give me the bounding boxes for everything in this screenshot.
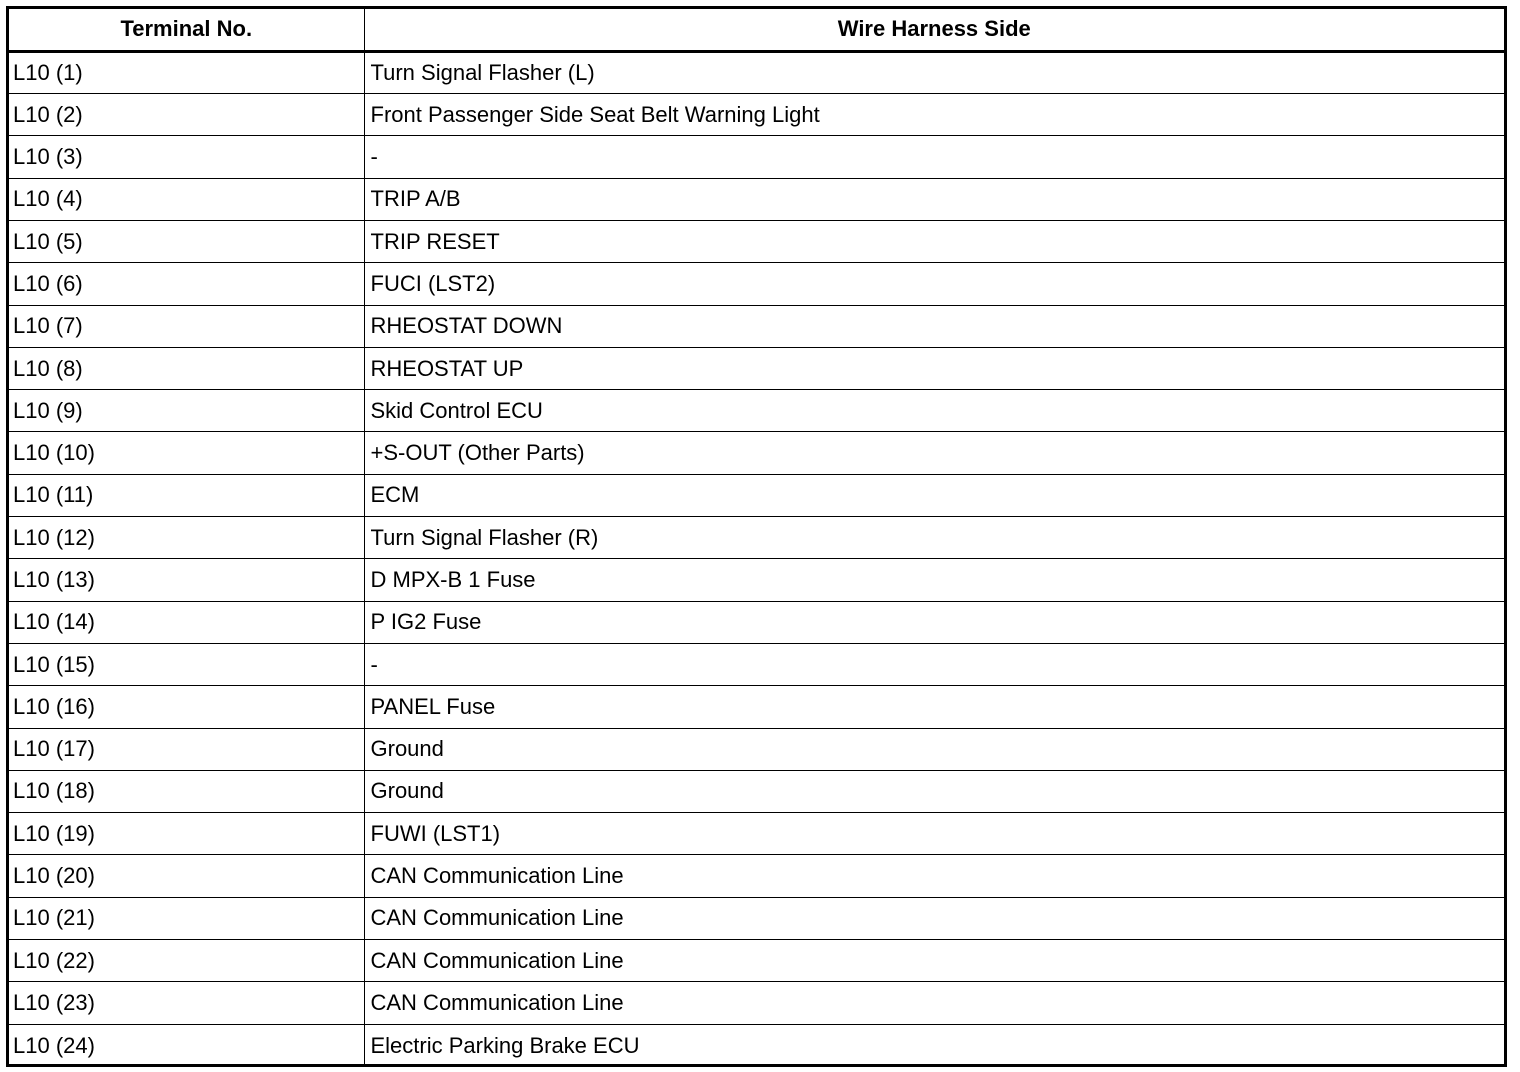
terminal-no-cell: L10 (9) xyxy=(9,390,364,432)
table-row xyxy=(9,770,1504,812)
wire-harness-side-cell: Ground xyxy=(364,770,1504,812)
table-row xyxy=(9,220,1504,262)
table-row xyxy=(9,940,1504,982)
wire-harness-side-cell: CAN Communication Line xyxy=(364,940,1504,982)
table-row xyxy=(9,51,1504,93)
table-row xyxy=(9,559,1504,601)
table-row xyxy=(9,643,1504,685)
terminal-no-cell: L10 (11) xyxy=(9,474,364,516)
wire-harness-side-cell: - xyxy=(364,643,1504,685)
wire-harness-side-cell: TRIP A/B xyxy=(364,178,1504,220)
terminal-no-cell: L10 (5) xyxy=(9,220,364,262)
terminal-no-cell: L10 (4) xyxy=(9,178,364,220)
terminal-no-cell: L10 (12) xyxy=(9,517,364,559)
terminal-no-cell: L10 (8) xyxy=(9,347,364,389)
terminal-no-cell: L10 (18) xyxy=(9,770,364,812)
terminal-no-cell: L10 (24) xyxy=(9,1024,364,1066)
wire-harness-side-cell: Turn Signal Flasher (L) xyxy=(364,51,1504,93)
table-row xyxy=(9,982,1504,1024)
wire-harness-side-cell: RHEOSTAT DOWN xyxy=(364,305,1504,347)
terminal-no-cell: L10 (3) xyxy=(9,136,364,178)
table-row xyxy=(9,813,1504,855)
table-row xyxy=(9,390,1504,432)
table-row xyxy=(9,517,1504,559)
table-row xyxy=(9,432,1504,474)
table-row xyxy=(9,136,1504,178)
wire-harness-side-cell: PANEL Fuse xyxy=(364,686,1504,728)
table-header-row xyxy=(9,9,1504,51)
wire-harness-side-cell: FUWI (LST1) xyxy=(364,813,1504,855)
wire-harness-side-cell: FUCI (LST2) xyxy=(364,263,1504,305)
table-row xyxy=(9,686,1504,728)
terminal-no-cell: L10 (13) xyxy=(9,559,364,601)
terminal-no-cell: L10 (20) xyxy=(9,855,364,897)
wire-harness-side-cell: Ground xyxy=(364,728,1504,770)
wire-harness-side-cell: +S-OUT (Other Parts) xyxy=(364,432,1504,474)
table-row xyxy=(9,474,1504,516)
table-row xyxy=(9,263,1504,305)
wire-harness-side-cell: CAN Communication Line xyxy=(364,855,1504,897)
wire-harness-side-cell: CAN Communication Line xyxy=(364,897,1504,939)
terminal-no-cell: L10 (19) xyxy=(9,813,364,855)
wire-harness-side-cell: P IG2 Fuse xyxy=(364,601,1504,643)
terminal-no-cell: L10 (14) xyxy=(9,601,364,643)
wire-harness-side-cell: Skid Control ECU xyxy=(364,390,1504,432)
table-row xyxy=(9,897,1504,939)
terminal-no-cell: L10 (2) xyxy=(9,94,364,136)
column-header-terminal-no: Terminal No. xyxy=(9,9,364,51)
wire-harness-side-cell: Front Passenger Side Seat Belt Warning Light xyxy=(364,94,1504,136)
wire-harness-side-cell: CAN Communication Line xyxy=(364,982,1504,1024)
table-row xyxy=(9,855,1504,897)
wire-harness-side-cell: D MPX-B 1 Fuse xyxy=(364,559,1504,601)
table-row xyxy=(9,1024,1504,1066)
terminal-no-cell: L10 (7) xyxy=(9,305,364,347)
terminal-no-cell: L10 (21) xyxy=(9,897,364,939)
table-row xyxy=(9,94,1504,136)
terminal-no-cell: L10 (17) xyxy=(9,728,364,770)
terminal-no-cell: L10 (10) xyxy=(9,432,364,474)
wire-harness-side-cell: - xyxy=(364,136,1504,178)
table-row xyxy=(9,178,1504,220)
table-row xyxy=(9,347,1504,389)
terminal-no-cell: L10 (15) xyxy=(9,643,364,685)
terminal-no-cell: L10 (22) xyxy=(9,940,364,982)
terminal-no-cell: L10 (16) xyxy=(9,686,364,728)
table-body xyxy=(9,51,1504,1066)
wire-harness-side-cell: Electric Parking Brake ECU xyxy=(364,1024,1504,1066)
terminal-no-cell: L10 (6) xyxy=(9,263,364,305)
table-row xyxy=(9,601,1504,643)
column-header-wire-harness-side: Wire Harness Side xyxy=(364,9,1504,51)
wire-harness-side-cell: TRIP RESET xyxy=(364,220,1504,262)
terminal-no-cell: L10 (23) xyxy=(9,982,364,1024)
terminal-table xyxy=(9,9,1504,1066)
terminal-table-frame xyxy=(6,6,1507,1067)
table-row xyxy=(9,305,1504,347)
wire-harness-side-cell: ECM xyxy=(364,474,1504,516)
terminal-no-cell: L10 (1) xyxy=(9,51,364,93)
wire-harness-side-cell: Turn Signal Flasher (R) xyxy=(364,517,1504,559)
wire-harness-side-cell: RHEOSTAT UP xyxy=(364,347,1504,389)
table-row xyxy=(9,728,1504,770)
